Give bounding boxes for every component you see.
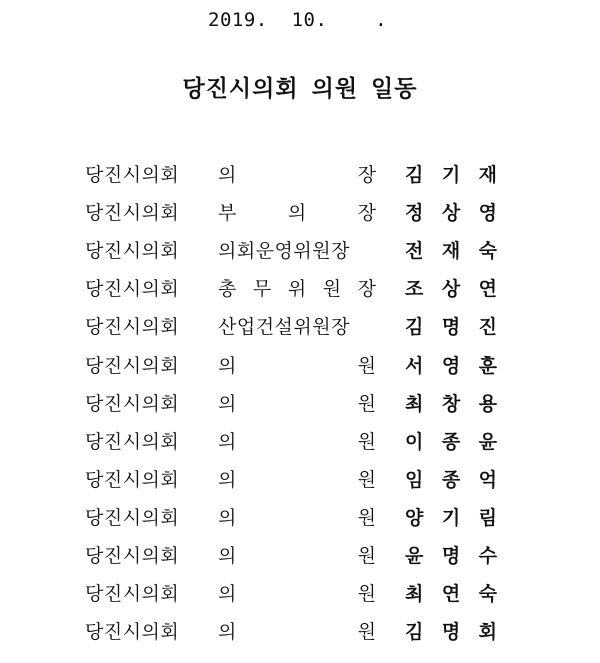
member-name: 윤 명 수 [405,545,497,567]
member-name: 김 명 회 [405,621,497,644]
member-row [0,427,600,457]
document-title: 당진시의회 의원 일동 [182,75,418,102]
member-position: 의 원 [218,430,376,453]
member-name: 김 명 진 [405,316,497,339]
member-position: 총 무 위 원 장 [218,278,376,301]
member-row [0,236,600,266]
member-row [0,160,600,190]
council-name: 당진시의회 [85,354,180,377]
member-row [0,389,600,419]
member-row [0,579,600,609]
member-name: 서 영 훈 [405,354,497,377]
member-row [0,617,600,647]
member-name: 김 기 재 [405,164,497,186]
council-name: 당진시의회 [85,240,180,263]
member-position: 의 원 [218,545,376,567]
member-position: 의 원 [218,583,376,606]
member-name: 최 연 숙 [405,583,497,606]
member-position: 의 원 [218,354,376,377]
member-name: 정 상 영 [405,202,497,225]
member-name: 최 창 용 [405,392,497,415]
council-name: 당진시의회 [85,202,180,225]
member-name: 이 종 윤 [405,430,497,453]
member-position: 의 원 [218,468,376,491]
member-position: 산업건설위원장 [218,316,350,339]
member-position: 부 의 장 [218,202,376,225]
member-position: 의 원 [218,392,376,415]
council-name: 당진시의회 [85,278,180,301]
member-row [0,541,600,571]
member-row [0,503,600,533]
council-name: 당진시의회 [85,430,180,453]
member-row [0,198,600,228]
member-position: 의회운영위원장 [218,240,350,263]
member-position: 의 원 [218,621,376,644]
member-row [0,274,600,304]
council-name: 당진시의회 [85,621,180,644]
member-name: 조 상 연 [405,278,497,301]
council-name: 당진시의회 [85,545,180,567]
member-position: 의 장 [218,164,376,186]
council-name: 당진시의회 [85,164,180,186]
member-row [0,465,600,495]
member-row [0,351,600,381]
document-date: 2019. 10. . [208,9,388,31]
council-name: 당진시의회 [85,316,180,339]
member-name: 임 종 억 [405,468,497,491]
member-name: 전 재 숙 [405,240,497,263]
council-name: 당진시의회 [85,392,180,415]
member-name: 양 기 림 [405,506,497,529]
council-name: 당진시의회 [85,506,180,529]
council-name: 당진시의회 [85,468,180,491]
member-row [0,312,600,342]
council-name: 당진시의회 [85,583,180,606]
member-position: 의 원 [218,506,376,529]
